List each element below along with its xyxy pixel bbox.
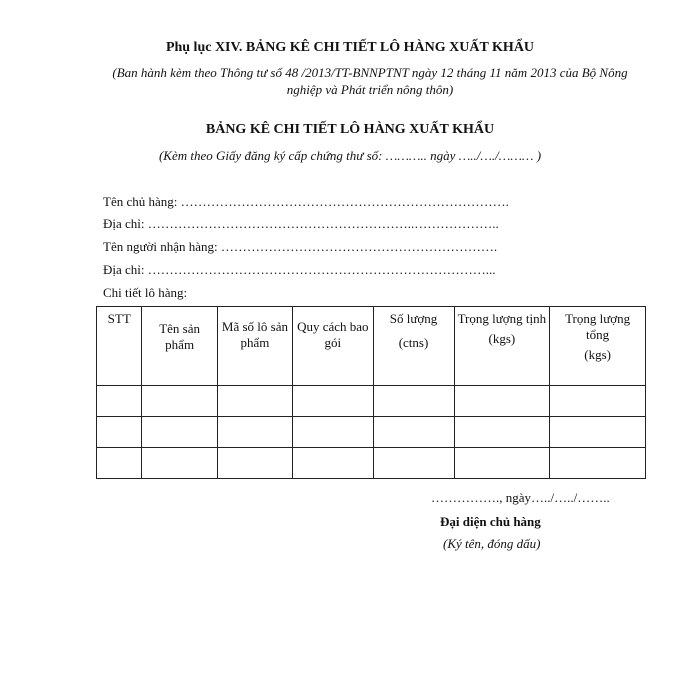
table-cell	[373, 417, 454, 448]
gross-weight-label: Trọng lượng tổng	[565, 311, 631, 342]
table-cell	[293, 417, 373, 448]
table-header-row	[97, 307, 646, 386]
col-header-net-weight	[454, 307, 550, 386]
table-cell	[97, 417, 142, 448]
owner-address-field: Địa chỉ: ……………………………………………………..………………..	[103, 216, 499, 231]
net-weight-label: Trọng lượng tịnh	[457, 311, 547, 326]
col-header-packing: Quy cách bao gói	[293, 307, 373, 386]
table-row	[97, 448, 646, 479]
receiver-field: Tên người nhận hàng: ……………………………………………………….	[103, 239, 498, 254]
table-row	[97, 417, 646, 448]
table-cell	[142, 386, 217, 417]
signature-title: Đại diện chủ hàng	[440, 514, 541, 529]
table-cell	[454, 417, 550, 448]
quantity-unit: (ctns)	[398, 335, 429, 350]
col-header-product-name: Tên sản phẩm	[142, 307, 217, 386]
col-header-gross-weight	[550, 307, 646, 386]
table-cell	[217, 386, 292, 417]
table-cell	[550, 448, 646, 479]
owner-field: Tên chủ hàng: ………………………………………………………………….	[103, 194, 509, 209]
signature-date-line: ……………., ngày…../…../……..	[431, 490, 610, 505]
quantity-label: Số lượng	[389, 311, 438, 326]
table-cell	[550, 417, 646, 448]
table-cell	[550, 386, 646, 417]
details-label: Chi tiết lô hàng:	[103, 285, 188, 300]
table-cell	[217, 417, 292, 448]
table-cell	[142, 417, 217, 448]
annex-subtitle: (Ban hành kèm theo Thông tư số 48 /2013/TT-BNNPTNT ngày 12 tháng 11 năm 2013 của Bộ Nông nghiệp và Phát triển nông thôn)	[112, 65, 628, 97]
gross-weight-unit: (kgs)	[584, 347, 611, 362]
document-subtitle: (Kèm theo Giấy đăng ký cấp chứng thư số: ……….. ngày …../…./……… )	[158, 148, 542, 163]
table-cell	[142, 448, 217, 479]
annex-title: Phụ lục XIV. BẢNG KÊ CHI TIẾT LÔ HÀNG XUẤT KHẨU	[165, 40, 535, 55]
table-cell	[97, 448, 142, 479]
table-cell	[454, 386, 550, 417]
table-row	[97, 386, 646, 417]
table-cell	[97, 386, 142, 417]
col-header-lot-code: Mã số lô sản phẩm	[217, 307, 292, 386]
table-cell	[293, 448, 373, 479]
table-cell	[373, 448, 454, 479]
receiver-address-field: Địa chỉ: ……………………………………………………………………...	[103, 262, 496, 277]
signature-note: (Ký tên, đóng dấu)	[443, 536, 541, 551]
table-cell	[217, 448, 292, 479]
shipment-details-table	[96, 306, 646, 479]
col-header-stt: STT	[97, 307, 142, 386]
document-title: BẢNG KÊ CHI TIẾT LÔ HÀNG XUẤT KHẨU	[205, 122, 495, 137]
table-cell	[454, 448, 550, 479]
net-weight-unit: (kgs)	[488, 331, 516, 346]
table-cell	[293, 386, 373, 417]
table-cell	[373, 386, 454, 417]
col-header-quantity	[373, 307, 454, 386]
